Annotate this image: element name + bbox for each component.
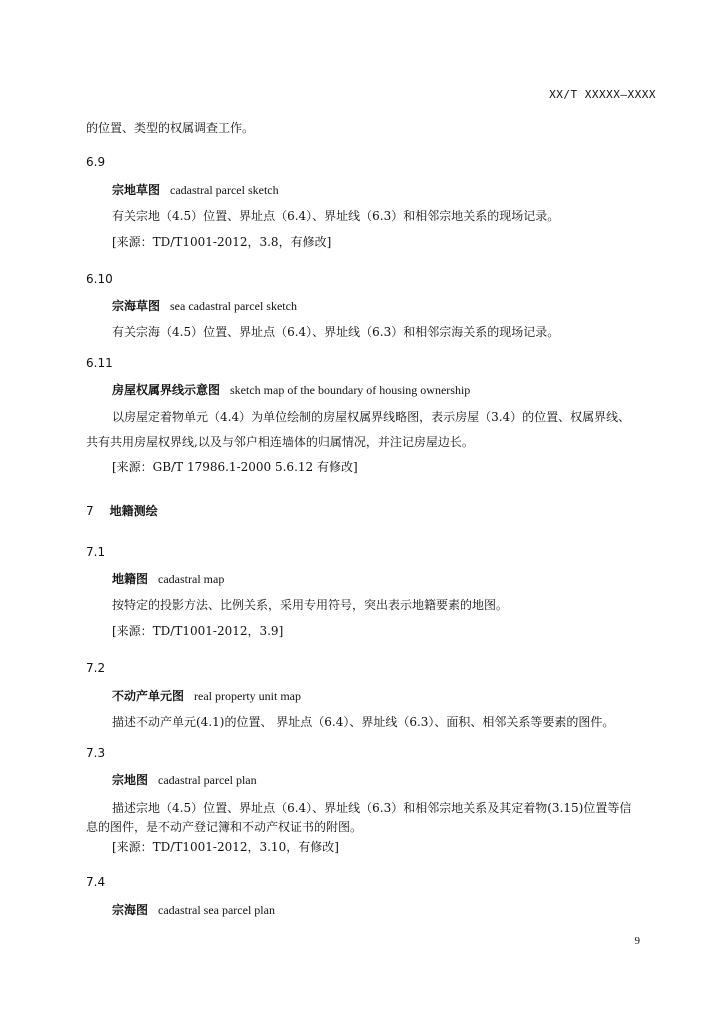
definition-6-11-line1: 以房屋定着物单元（4.4）为单位绘制的房屋权属界线略图，表示房屋（3.4）的位置、权属界线、 xyxy=(112,410,631,424)
document-code-header: XX/T XXXXX—XXXX xyxy=(549,88,656,101)
source-7-3: [来源：TD/T1001-2012，3.10，有修改] xyxy=(112,840,339,854)
term-6-10 xyxy=(112,299,297,313)
clause-number-6-11: 6.11 xyxy=(86,356,113,370)
term-cn: 宗地草图 xyxy=(112,183,161,197)
term-en: cadastral map xyxy=(158,572,225,586)
term-en: cadastral parcel sketch xyxy=(170,183,279,197)
clause-number-7-1: 7.1 xyxy=(86,545,106,559)
clause-number-6-10: 6.10 xyxy=(86,272,113,286)
term-cn: 宗地图 xyxy=(112,773,149,787)
term-cn: 不动产单元图 xyxy=(112,689,185,703)
definition-7-1: 按特定的投影方法、比例关系，采用专用符号，突出表示地籍要素的地图。 xyxy=(112,598,509,612)
term-7-3 xyxy=(112,773,257,787)
term-en: sketch map of the boundary of housing ownership xyxy=(230,383,471,397)
term-7-4 xyxy=(112,903,275,917)
source-6-9: [来源：TD/T1001-2012，3.8，有修改] xyxy=(112,235,332,249)
source-6-11: [来源：GB/T 17986.1-2000 5.6.12 有修改] xyxy=(112,460,358,474)
term-7-1 xyxy=(112,572,224,586)
term-6-9 xyxy=(112,183,279,197)
definition-7-2: 描述不动产单元(4.1)的位置、 界址点（6.4）、界址线（6.3）、面积、相邻关系等要素的图件。 xyxy=(112,715,615,729)
section-heading-7 xyxy=(86,504,158,518)
definition-6-9: 有关宗地（4.5）位置、界址点（6.4）、界址线（6.3）和相邻宗地关系的现场记录。 xyxy=(112,209,560,223)
term-cn: 房屋权属界线示意图 xyxy=(112,383,221,397)
term-cn: 地籍图 xyxy=(112,572,149,586)
clause-number-7-3: 7.3 xyxy=(86,746,106,760)
term-en: cadastral sea parcel plan xyxy=(158,903,275,917)
section-number: 7 xyxy=(86,504,94,518)
section-title: 地籍测绘 xyxy=(109,504,158,518)
clause-number-7-2: 7.2 xyxy=(86,661,106,675)
definition-6-10: 有关宗海（4.5）位置、界址点（6.4）、界址线（6.3）和相邻宗海关系的现场记录。 xyxy=(112,325,560,339)
definition-7-3-line2: 息的图件，是不动产登记簿和不动产权证书的附图。 xyxy=(86,820,363,834)
term-7-2 xyxy=(112,689,301,703)
definition-7-3-line1: 描述宗地（4.5）位置、界址点（6.4）、界址线（6.3）和相邻宗地关系及其定着物(3.15)位置等信 xyxy=(112,801,632,815)
clause-number-7-4: 7.4 xyxy=(86,875,106,889)
intro-tail-text: 的位置、类型的权属调查工作。 xyxy=(86,121,255,135)
term-cn: 宗海草图 xyxy=(112,299,161,313)
term-6-11 xyxy=(112,383,470,397)
term-cn: 宗海图 xyxy=(112,903,149,917)
term-en: real property unit map xyxy=(194,689,301,703)
definition-6-11-line2: 共有共用房屋权界线,以及与邻户相连墙体的归属情况，并注记房屋边长。 xyxy=(86,435,474,449)
source-7-1: [来源：TD/T1001-2012，3.9] xyxy=(112,624,284,638)
term-en: cadastral parcel plan xyxy=(158,773,257,787)
clause-number-6-9: 6.9 xyxy=(86,155,106,169)
page-number: 9 xyxy=(634,935,640,947)
term-en: sea cadastral parcel sketch xyxy=(170,299,297,313)
